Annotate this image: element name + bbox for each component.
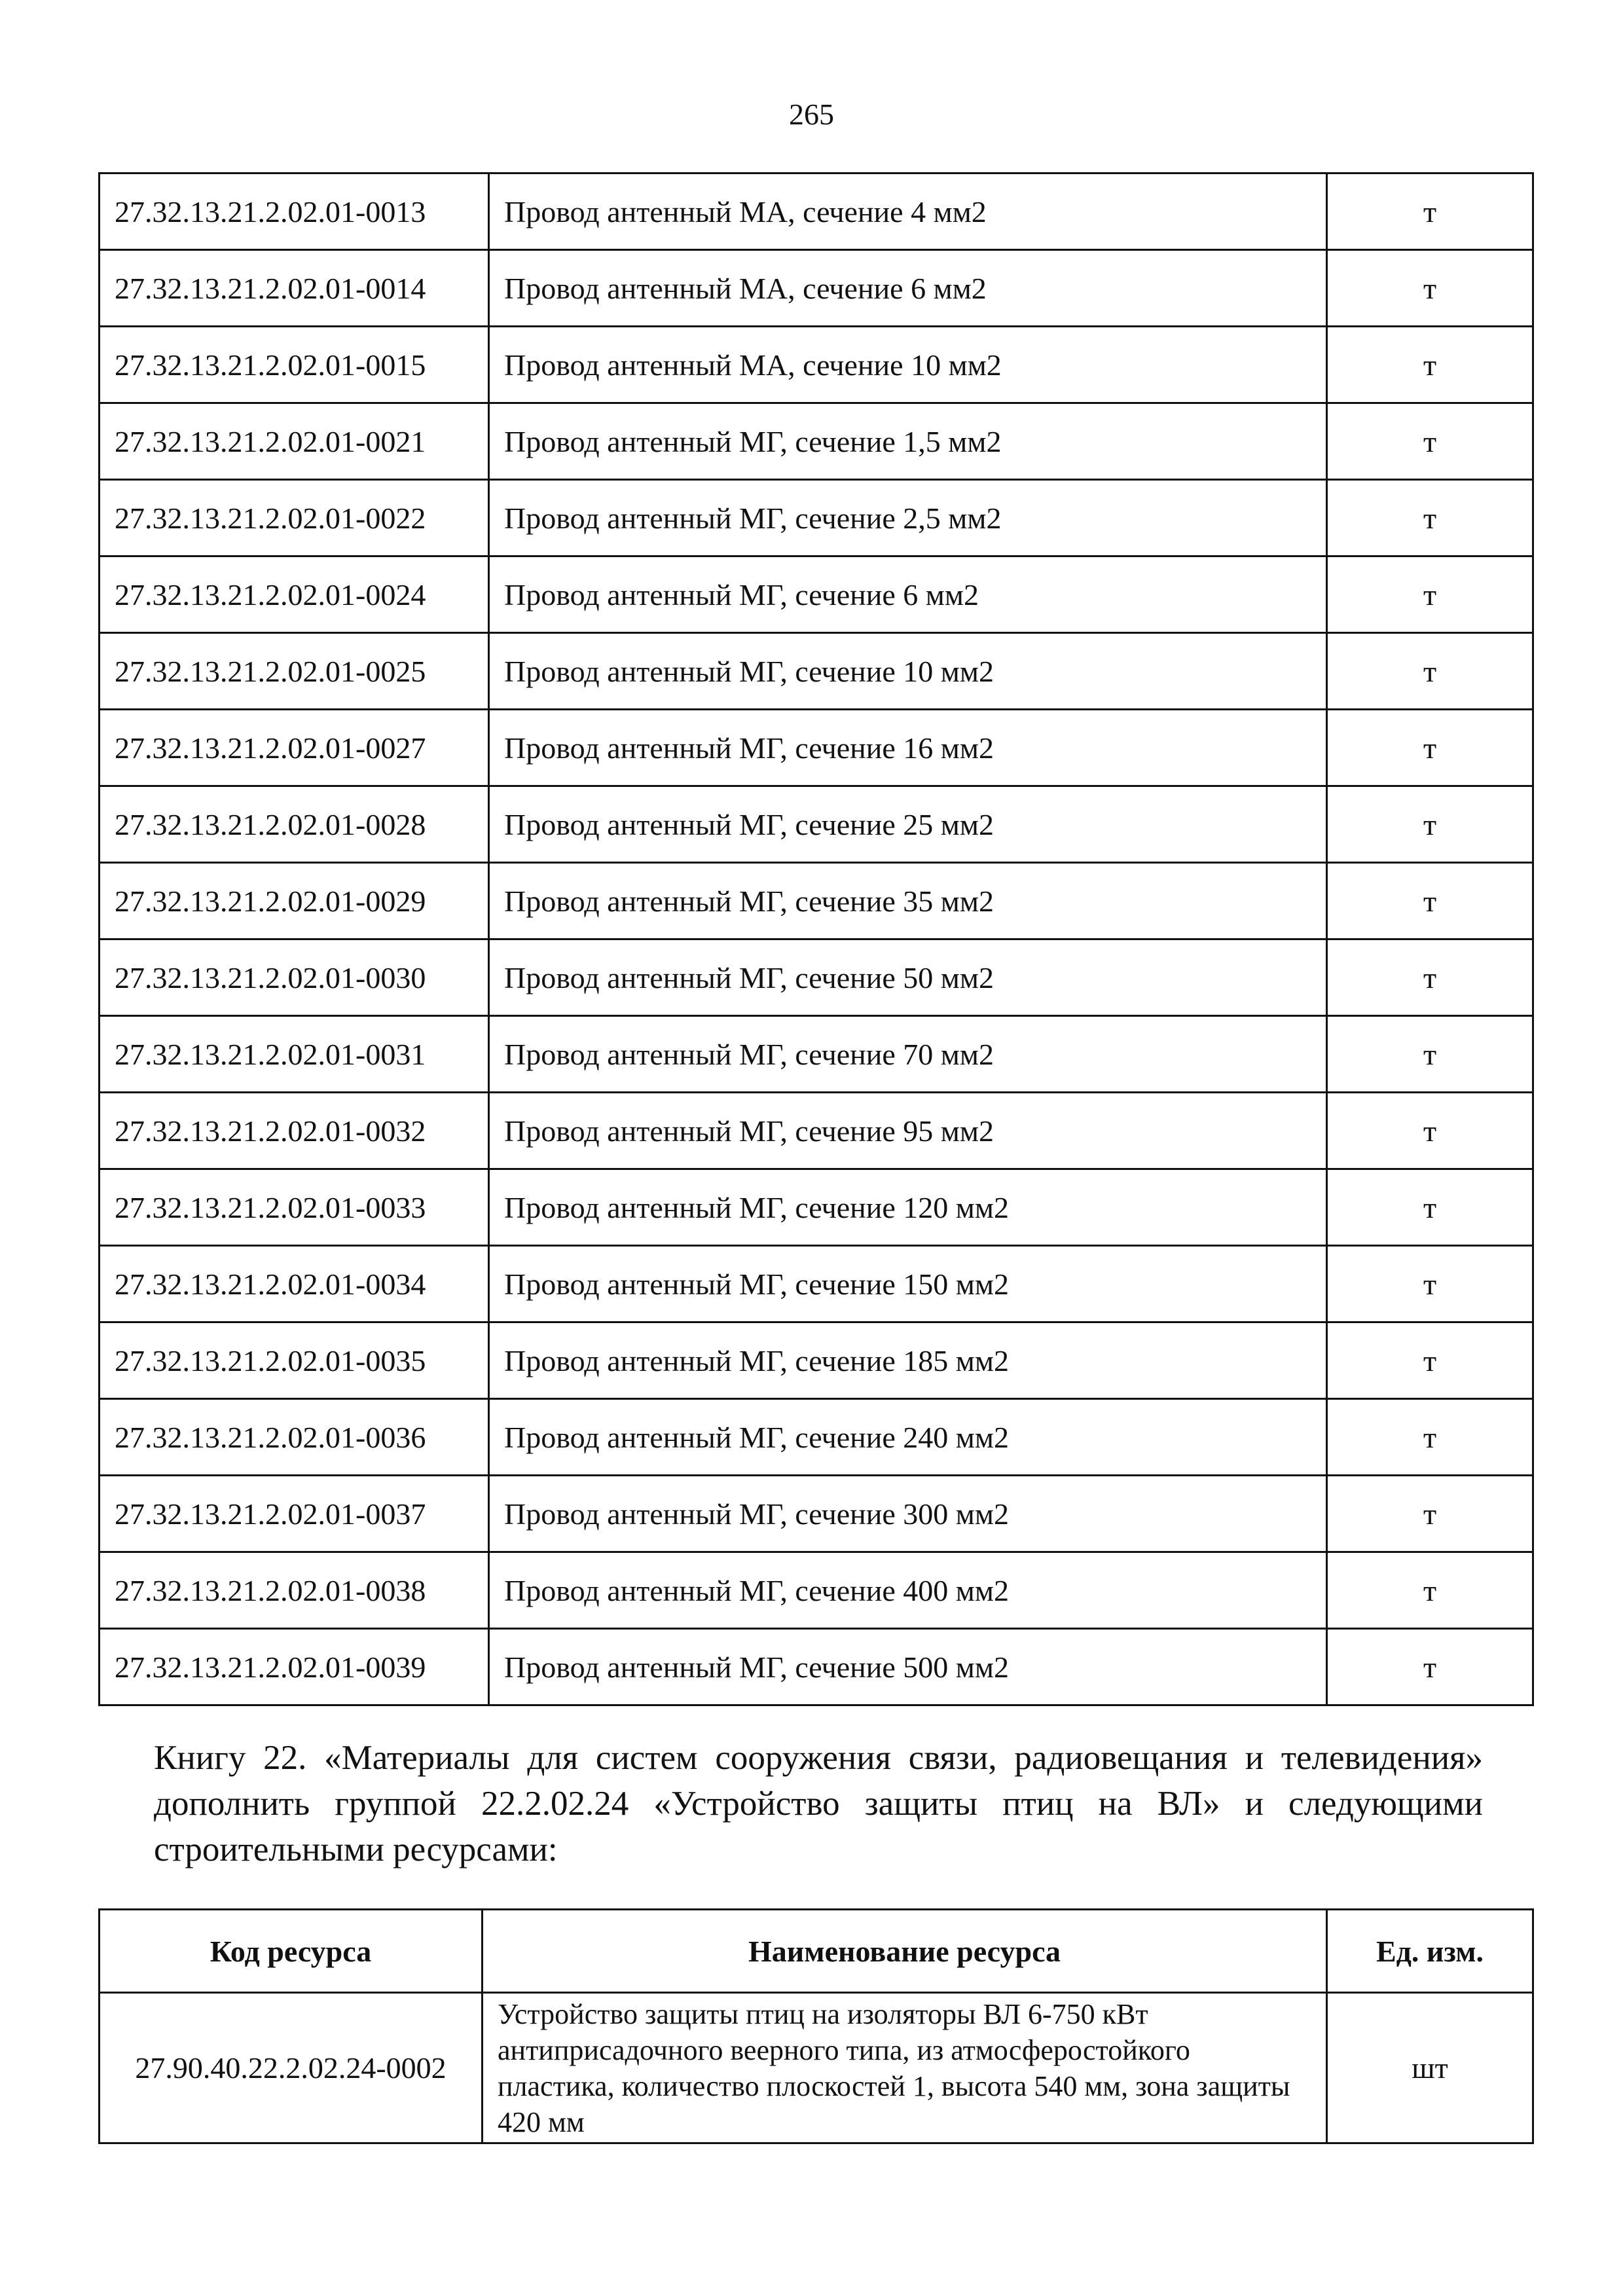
new-resources-table	[98, 1908, 1534, 2144]
table-row	[100, 1552, 1533, 1629]
table-row	[100, 710, 1533, 786]
table-row	[100, 1629, 1533, 1705]
unit-cell: т	[1327, 327, 1533, 403]
resource-code-cell: 27.32.13.21.2.02.01-0025	[100, 633, 489, 710]
table-row	[100, 863, 1533, 939]
resource-name-cell: Провод антенный МГ, сечение 300 мм2	[489, 1476, 1327, 1552]
resource-code-cell: 27.32.13.21.2.02.01-0037	[100, 1476, 489, 1552]
resource-name-cell: Провод антенный МА, сечение 4 мм2	[489, 173, 1327, 250]
resource-name-cell: Провод антенный МГ, сечение 2,5 мм2	[489, 480, 1327, 556]
unit-cell: т	[1327, 863, 1533, 939]
resource-name-cell: Провод антенный МГ, сечение 25 мм2	[489, 786, 1327, 863]
resource-name-cell: Провод антенный МГ, сечение 1,5 мм2	[489, 403, 1327, 480]
table-row	[100, 403, 1533, 480]
table-header-row	[100, 1910, 1533, 1993]
resource-code-cell: 27.32.13.21.2.02.01-0024	[100, 556, 489, 633]
resource-code-cell: 27.32.13.21.2.02.01-0013	[100, 173, 489, 250]
table-row	[100, 1169, 1533, 1246]
resource-name-cell: Провод антенный МГ, сечение 35 мм2	[489, 863, 1327, 939]
resource-code-cell: 27.32.13.21.2.02.01-0031	[100, 1016, 489, 1093]
unit-cell: т	[1327, 1093, 1533, 1169]
header-resource-name: Наименование ресурса	[483, 1910, 1327, 1993]
resource-name-cell: Провод антенный МГ, сечение 70 мм2	[489, 1016, 1327, 1093]
unit-cell: т	[1327, 250, 1533, 327]
table-row	[100, 250, 1533, 327]
resource-code-cell: 27.32.13.21.2.02.01-0029	[100, 863, 489, 939]
unit-cell: т	[1327, 1476, 1533, 1552]
unit-cell: т	[1327, 173, 1533, 250]
table-row	[100, 1476, 1533, 1552]
unit-cell: т	[1327, 710, 1533, 786]
resource-code-cell: 27.32.13.21.2.02.01-0022	[100, 480, 489, 556]
unit-cell: т	[1327, 403, 1533, 480]
unit-cell: т	[1327, 1552, 1533, 1629]
new-resources-table-body	[100, 1993, 1533, 2143]
unit-cell: т	[1327, 1322, 1533, 1399]
resource-name-cell: Провод антенный МА, сечение 10 мм2	[489, 327, 1327, 403]
instruction-paragraph: Книгу 22. «Материалы для систем сооружения связи, радиовещания и телевидения» дополнить группой 22.2.02.24 «Устройство защиты птиц на ВЛ» и следующими строительными ресурсами:	[154, 1739, 1483, 1868]
unit-cell: т	[1327, 1016, 1533, 1093]
header-resource-code: Код ресурса	[100, 1910, 483, 1993]
resource-code-cell: 27.32.13.21.2.02.01-0034	[100, 1246, 489, 1322]
unit-cell: т	[1327, 1629, 1533, 1705]
resource-name-cell: Провод антенный МГ, сечение 185 мм2	[489, 1322, 1327, 1399]
table-row	[100, 1399, 1533, 1476]
unit-cell: т	[1327, 1169, 1533, 1246]
table-row	[100, 327, 1533, 403]
resource-code-cell: 27.32.13.21.2.02.01-0039	[100, 1629, 489, 1705]
unit-cell: т	[1327, 633, 1533, 710]
table-row	[100, 786, 1533, 863]
table-row	[100, 480, 1533, 556]
resource-name-cell: Провод антенный МА, сечение 6 мм2	[489, 250, 1327, 327]
resource-code-cell: 27.32.13.21.2.02.01-0015	[100, 327, 489, 403]
unit-cell: т	[1327, 480, 1533, 556]
unit-cell: т	[1327, 786, 1533, 863]
resource-code-cell: 27.32.13.21.2.02.01-0014	[100, 250, 489, 327]
materials-table	[98, 172, 1534, 1706]
unit-cell: т	[1327, 939, 1533, 1016]
resource-name-cell: Провод антенный МГ, сечение 10 мм2	[489, 633, 1327, 710]
unit-cell: т	[1327, 1246, 1533, 1322]
resource-name-cell: Провод антенный МГ, сечение 120 мм2	[489, 1169, 1327, 1246]
resource-code-cell: 27.32.13.21.2.02.01-0036	[100, 1399, 489, 1476]
resource-name-cell: Провод антенный МГ, сечение 95 мм2	[489, 1093, 1327, 1169]
header-unit: Ед. изм.	[1327, 1910, 1533, 1993]
table-row	[100, 1322, 1533, 1399]
resource-code-cell: 27.32.13.21.2.02.01-0038	[100, 1552, 489, 1629]
resource-name-cell: Провод антенный МГ, сечение 240 мм2	[489, 1399, 1327, 1476]
resource-name-cell: Провод антенный МГ, сечение 6 мм2	[489, 556, 1327, 633]
resource-code-cell: 27.32.13.21.2.02.01-0028	[100, 786, 489, 863]
table-row	[100, 939, 1533, 1016]
table-row	[100, 1093, 1533, 1169]
table-row	[100, 173, 1533, 250]
page-number: 265	[789, 98, 834, 131]
resource-name-cell: Провод антенный МГ, сечение 400 мм2	[489, 1552, 1327, 1629]
resource-code-cell: 27.32.13.21.2.02.01-0030	[100, 939, 489, 1016]
resource-name-cell: Провод антенный МГ, сечение 16 мм2	[489, 710, 1327, 786]
resource-name-cell: Провод антенный МГ, сечение 50 мм2	[489, 939, 1327, 1016]
resource-name-cell: Устройство защиты птиц на изоляторы ВЛ 6-750 кВт антиприсадочного веерного типа, из атмосферостойкого пластика, количество плоскостей 1, высота 540 мм, зона защиты 420 мм	[483, 1993, 1327, 2143]
table-row	[100, 556, 1533, 633]
unit-cell: т	[1327, 556, 1533, 633]
resource-code-cell: 27.90.40.22.2.02.24-0002	[100, 1993, 483, 2143]
resource-code-cell: 27.32.13.21.2.02.01-0027	[100, 710, 489, 786]
materials-table-body	[100, 173, 1533, 1705]
unit-cell: т	[1327, 1399, 1533, 1476]
table-row	[100, 1016, 1533, 1093]
unit-cell: шт	[1327, 1993, 1533, 2143]
table-row	[100, 633, 1533, 710]
table-row	[100, 1993, 1533, 2143]
resource-code-cell: 27.32.13.21.2.02.01-0035	[100, 1322, 489, 1399]
resource-name-cell: Провод антенный МГ, сечение 500 мм2	[489, 1629, 1327, 1705]
resource-code-cell: 27.32.13.21.2.02.01-0032	[100, 1093, 489, 1169]
table-row	[100, 1246, 1533, 1322]
resource-name-cell: Провод антенный МГ, сечение 150 мм2	[489, 1246, 1327, 1322]
resource-code-cell: 27.32.13.21.2.02.01-0021	[100, 403, 489, 480]
resource-code-cell: 27.32.13.21.2.02.01-0033	[100, 1169, 489, 1246]
